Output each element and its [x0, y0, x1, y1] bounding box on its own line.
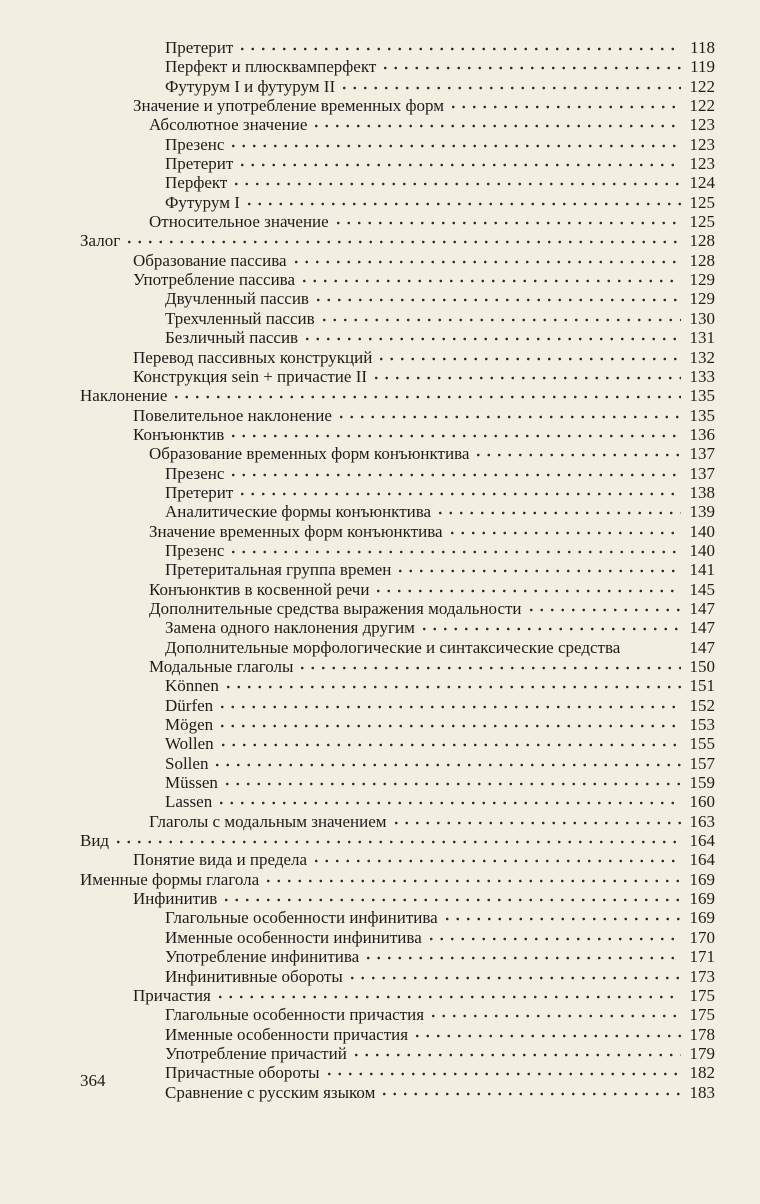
toc-entry — [80, 77, 715, 96]
dot-leader — [371, 373, 681, 383]
toc-entry-page: 147 — [689, 598, 715, 618]
dot-leader — [237, 160, 681, 170]
dot-leader — [435, 508, 681, 518]
dot-leader — [313, 295, 681, 305]
dot-leader — [216, 798, 681, 808]
toc-entry-page: 155 — [689, 734, 715, 754]
dot-leader — [448, 102, 681, 112]
toc-entry-page: 182 — [689, 1063, 715, 1083]
toc-entry — [80, 1063, 715, 1082]
dot-leader — [311, 121, 681, 131]
toc-entry — [80, 792, 715, 811]
toc-entry-title: Образование пассива — [133, 250, 287, 270]
toc-entry — [80, 812, 715, 831]
dot-leader — [395, 566, 681, 576]
toc-entry-title: Глагольные особенности инфинитива — [165, 908, 438, 928]
toc-entry — [80, 154, 715, 173]
dot-leader — [347, 973, 681, 983]
dot-leader — [336, 412, 681, 422]
toc-entry — [80, 928, 715, 947]
dot-leader — [237, 489, 681, 499]
toc-entry-page: 140 — [689, 521, 715, 541]
toc-entry-title: Значение и употребление временных форм — [133, 96, 444, 116]
toc-entry-page: 122 — [689, 76, 715, 96]
dot-leader — [363, 953, 681, 963]
toc-entry-title: Претерит — [165, 482, 234, 502]
toc-entry-title: Инфинитивные обороты — [165, 966, 343, 986]
toc-entry-title: Именные особенности причастия — [165, 1024, 409, 1044]
toc-entry — [80, 1005, 715, 1024]
toc-entry-title: Презенс — [165, 463, 225, 483]
toc-entry-page: 118 — [690, 38, 715, 57]
toc-entry-title: Dürfen — [165, 695, 214, 715]
dot-leader — [244, 199, 681, 209]
toc-entry — [80, 328, 715, 347]
toc-entry — [80, 580, 715, 599]
toc-entry-title: Залог — [80, 231, 121, 251]
toc-entry-page: 157 — [689, 753, 715, 773]
toc-entry-title: Перфект и плюсквамперфект — [165, 57, 377, 77]
dot-leader — [428, 1011, 681, 1021]
dot-leader — [237, 44, 681, 54]
dot-leader — [171, 392, 681, 402]
dot-leader — [373, 586, 681, 596]
toc-entry-page: 183 — [689, 1082, 715, 1102]
toc-entry — [80, 348, 715, 367]
toc-entry-page: 132 — [689, 347, 715, 367]
toc-entry-page: 125 — [689, 212, 715, 232]
toc-entry-page: 171 — [689, 947, 715, 967]
toc-entry-title: Употребление инфинитива — [165, 947, 360, 967]
toc-entry-title: Именные особенности инфинитива — [165, 927, 422, 947]
dot-leader — [339, 83, 681, 93]
toc-entry-page: 137 — [689, 444, 715, 464]
toc-entry-page: 169 — [689, 889, 715, 909]
toc-entry-title: Употребление пассива — [133, 270, 296, 290]
toc-entry — [80, 386, 715, 405]
toc-entry-title: Презенс — [165, 134, 225, 154]
toc-entry-title: Значение временных форм конъюнктива — [149, 521, 443, 541]
toc-entry-title: Können — [165, 676, 219, 696]
toc-entry-title: Абсолютное значение — [149, 115, 308, 135]
toc-entry-title: Образование временных форм конъюнктива — [149, 444, 470, 464]
toc-entry — [80, 231, 715, 250]
toc-entry-title: Дополнительные средства выражения модальности — [149, 598, 522, 618]
toc-entry-page: 147 — [689, 618, 715, 638]
dot-leader — [319, 315, 681, 325]
dot-leader — [324, 1069, 681, 1079]
toc-entry-page: 145 — [689, 579, 715, 599]
toc-entry — [80, 1025, 715, 1044]
toc-entry-title: Wollen — [165, 734, 214, 754]
toc-entry-page: 129 — [689, 270, 715, 290]
dot-leader — [218, 740, 681, 750]
toc-entry — [80, 715, 715, 734]
toc-entry — [80, 367, 715, 386]
toc-entry-page: 169 — [689, 869, 715, 889]
toc-entry-title: Глаголы с модальным значением — [149, 811, 387, 831]
toc-entry — [80, 251, 715, 270]
toc-entry-page: 164 — [689, 850, 715, 870]
toc-entry-title: Конструкция sein + причастие II — [133, 366, 368, 386]
toc-entry — [80, 309, 715, 328]
toc-entry-page: 128 — [689, 231, 715, 251]
toc-entry-page: 150 — [689, 657, 715, 676]
toc-entry-title: Глагольные особенности причастия — [165, 1005, 425, 1025]
toc-entry — [80, 696, 715, 715]
toc-entry — [80, 560, 715, 579]
toc-entry-page: 175 — [689, 985, 715, 1005]
toc-entry — [80, 870, 715, 889]
toc-entry — [80, 1044, 715, 1063]
toc-entry-page: 135 — [689, 405, 715, 425]
toc-entry-page: 151 — [689, 676, 715, 696]
dot-leader — [299, 276, 681, 286]
toc-entry — [80, 444, 715, 463]
toc-entry-page: 164 — [689, 831, 715, 851]
toc-entry-page: 173 — [689, 966, 715, 986]
dot-leader — [412, 1031, 681, 1041]
dot-leader — [526, 605, 681, 615]
toc-entry — [80, 464, 715, 483]
toc-entry — [80, 96, 715, 115]
dot-leader — [302, 334, 681, 344]
toc-entry-title: Инфинитив — [133, 889, 218, 909]
toc-entry-page: 160 — [689, 792, 715, 812]
toc-entry — [80, 850, 715, 869]
dot-leader — [228, 141, 681, 151]
dot-leader — [222, 779, 681, 789]
toc-entry-page: 138 — [689, 482, 715, 502]
dot-leader — [311, 856, 681, 866]
toc-entry-title: Аналитические формы конъюнктива — [165, 502, 432, 522]
toc-entry-title: Наклонение — [80, 386, 168, 406]
toc-entry — [80, 734, 715, 753]
toc-entry-page: 179 — [689, 1043, 715, 1063]
dot-leader — [426, 934, 681, 944]
toc-entry — [80, 270, 715, 289]
dot-leader — [447, 528, 681, 538]
toc-entry — [80, 502, 715, 521]
toc-entry-page: 137 — [689, 463, 715, 483]
toc-entry — [80, 638, 715, 657]
dot-leader — [624, 644, 681, 654]
toc-entry-page: 124 — [689, 173, 715, 193]
dot-leader — [291, 257, 681, 267]
toc-entry-title: Дополнительные морфологические и синтаксические средства — [165, 637, 621, 657]
toc-entry — [80, 889, 715, 908]
toc-entry-title: Модальные глаголы — [149, 657, 294, 676]
toc-entry-title: Относительное значение — [149, 212, 329, 232]
toc-entry-page: 119 — [690, 57, 715, 77]
toc-entry-title: Претеритальная группа времен — [165, 560, 392, 580]
dot-leader — [221, 895, 681, 905]
toc-entry-page: 129 — [689, 289, 715, 309]
toc-entry-title: Двучленный пассив — [165, 289, 309, 309]
toc-entry-page: 123 — [689, 154, 715, 174]
toc-entry-page: 135 — [689, 386, 715, 406]
toc-entry-title: Претерит — [165, 154, 234, 174]
toc-entry-title: Причастные обороты — [165, 1063, 320, 1083]
dot-leader — [263, 876, 681, 886]
toc-entry-page: 140 — [689, 540, 715, 560]
toc-entry-page: 123 — [689, 115, 715, 135]
toc-entry-title: Sollen — [165, 753, 209, 773]
toc-entry — [80, 483, 715, 502]
dot-leader — [380, 63, 681, 73]
dot-leader — [231, 179, 681, 189]
toc-entry-page: 159 — [689, 773, 715, 793]
dot-leader — [473, 450, 681, 460]
dot-leader — [419, 624, 681, 634]
toc-entry — [80, 522, 715, 541]
toc-entry — [80, 676, 715, 695]
dot-leader — [376, 354, 681, 364]
toc-entry-page: 139 — [689, 502, 715, 522]
toc-entry-title: Понятие вида и предела — [133, 850, 308, 870]
toc-entry-page: 152 — [689, 695, 715, 715]
dot-leader — [297, 663, 681, 673]
toc-entry — [80, 831, 715, 850]
toc-entry — [80, 1083, 715, 1102]
dot-leader — [391, 818, 681, 828]
toc-entry-page: 131 — [689, 328, 715, 348]
toc-entry-page: 136 — [689, 424, 715, 444]
toc-entry — [80, 657, 715, 676]
toc-entry-title: Перевод пассивных конструкций — [133, 347, 373, 367]
dot-leader — [113, 837, 681, 847]
toc-entry — [80, 618, 715, 637]
toc-entry-page: 130 — [689, 308, 715, 328]
dot-leader — [217, 702, 681, 712]
toc-entry-page: 178 — [689, 1024, 715, 1044]
dot-leader — [124, 237, 681, 247]
toc-entry-title: Вид — [80, 831, 110, 851]
toc-entry-title: Футурум I и футурум II — [165, 76, 336, 96]
toc-entry — [80, 406, 715, 425]
toc-entry-page: 122 — [689, 96, 715, 116]
dot-leader — [351, 1050, 681, 1060]
toc-entry — [80, 986, 715, 1005]
table-of-contents — [80, 38, 715, 1102]
toc-entry-title: Именные формы глагола — [80, 869, 260, 889]
dot-leader — [379, 1089, 681, 1099]
toc-entry-page: 128 — [689, 250, 715, 270]
dot-leader — [228, 431, 681, 441]
dot-leader — [217, 721, 681, 731]
toc-entry — [80, 947, 715, 966]
toc-entry-title: Конъюнктив — [133, 424, 225, 444]
dot-leader — [212, 760, 681, 770]
toc-entry-title: Употребление причастий — [165, 1043, 347, 1063]
toc-entry-title: Lassen — [165, 792, 213, 812]
toc-entry-title: Замена одного наклонения другим — [165, 618, 415, 638]
toc-entry — [80, 173, 715, 192]
toc-entry — [80, 599, 715, 618]
toc-entry-title: Конъюнктив в косвенной речи — [149, 579, 370, 599]
toc-entry-page: 125 — [689, 192, 715, 212]
toc-entry-page: 170 — [689, 927, 715, 947]
toc-entry — [80, 967, 715, 986]
toc-entry-title: Футурум I — [165, 192, 240, 212]
toc-entry — [80, 135, 715, 154]
dot-leader — [228, 470, 681, 480]
dot-leader — [223, 682, 681, 692]
toc-entry-title: Причастия — [133, 985, 211, 1005]
toc-entry-page: 141 — [689, 560, 715, 580]
toc-entry — [80, 57, 715, 76]
dot-leader — [215, 992, 681, 1002]
toc-entry-title: Безличный пассив — [165, 328, 299, 348]
toc-entry-title: Повелительное наклонение — [133, 405, 332, 425]
dot-leader — [228, 547, 681, 557]
toc-entry-title: Претерит — [165, 38, 234, 57]
toc-entry — [80, 773, 715, 792]
toc-entry — [80, 193, 715, 212]
page-number: 364 — [80, 1071, 106, 1090]
toc-entry — [80, 115, 715, 134]
toc-entry — [80, 38, 715, 57]
dot-leader — [333, 218, 681, 228]
toc-entry-page: 147 — [689, 637, 715, 657]
toc-entry — [80, 541, 715, 560]
toc-entry-title: Müssen — [165, 773, 218, 793]
dot-leader — [442, 914, 681, 924]
toc-entry — [80, 754, 715, 773]
toc-entry-page: 163 — [689, 811, 715, 831]
toc-entry-title: Перфект — [165, 173, 228, 193]
toc-entry-page: 169 — [689, 908, 715, 928]
toc-entry — [80, 289, 715, 308]
toc-entry-page: 123 — [689, 134, 715, 154]
toc-entry-title: Трехчленный пассив — [165, 308, 315, 328]
toc-entry-title: Mögen — [165, 715, 214, 735]
toc-entry-page: 153 — [689, 715, 715, 735]
toc-entry-page: 133 — [689, 366, 715, 386]
toc-entry-title: Презенс — [165, 540, 225, 560]
toc-entry — [80, 908, 715, 927]
toc-entry-title: Сравнение с русским языком — [165, 1082, 376, 1102]
toc-entry — [80, 425, 715, 444]
toc-entry-page: 175 — [689, 1005, 715, 1025]
toc-entry — [80, 212, 715, 231]
